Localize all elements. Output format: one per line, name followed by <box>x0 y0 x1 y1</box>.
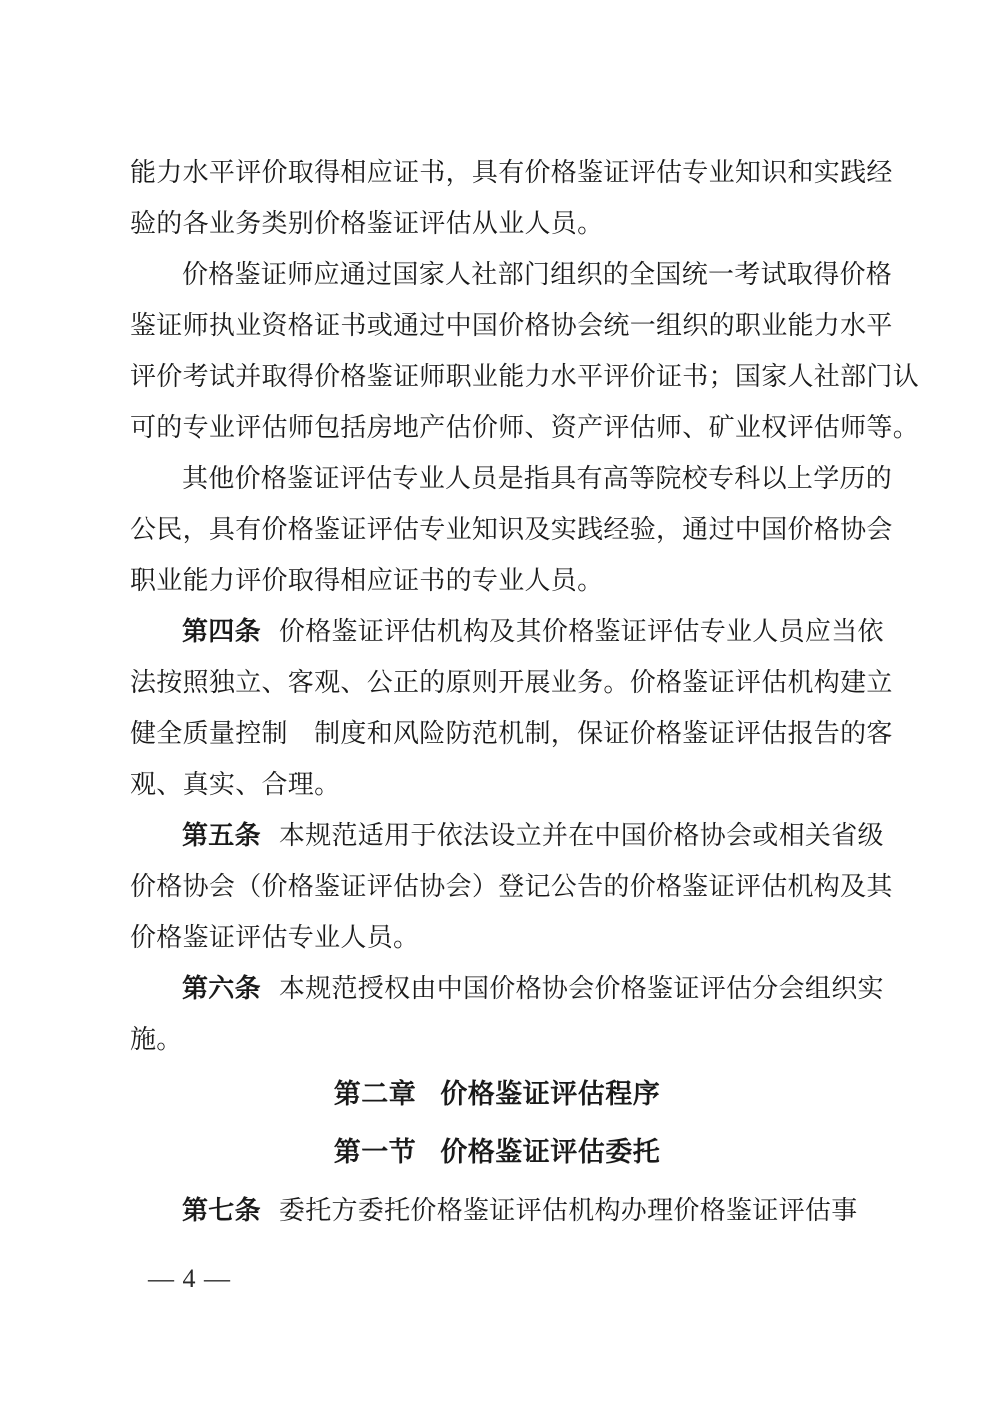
body-line: 其他价格鉴证评估专业人员是指具有高等院校专科以上学历的 <box>182 464 893 493</box>
body-line: 价格协会（价格鉴证评估协会）登记公告的价格鉴证评估机构及其 <box>130 872 893 901</box>
article-text: 价格鉴证评估机构及其价格鉴证评估专业人员应当依 <box>278 617 884 646</box>
body-line: 观、真实、合理。 <box>130 770 341 799</box>
body-line: 可的专业评估师包括房地产估价师、资产评估师、矿业权评估师等。 <box>130 413 920 442</box>
section-title: 价格鉴证评估委托 <box>440 1137 661 1167</box>
chapter-title: 价格鉴证评估程序 <box>440 1079 661 1109</box>
chapter-heading <box>130 1065 864 1123</box>
article-number: 第六条 <box>182 973 261 1003</box>
article-number: 第四条 <box>182 616 261 646</box>
document-body <box>130 147 920 1236</box>
body-line: 验的各业务类别价格鉴证评估从业人员。 <box>130 209 604 238</box>
body-line: 施。 <box>130 1025 183 1054</box>
section-number: 第一节 <box>333 1137 417 1167</box>
body-line: 能力水平评价取得相应证书，具有价格鉴证评估专业知识和实践经 <box>130 158 893 187</box>
body-line: 法按照独立、客观、公正的原则开展业务。价格鉴证评估机构建立 <box>130 668 893 697</box>
article-number: 第五条 <box>182 820 261 850</box>
body-line: 价格鉴证师应通过国家人社部门组织的全国统一考试取得价格 <box>182 260 893 289</box>
body-line: 价格鉴证评估专业人员。 <box>130 923 420 952</box>
body-line: 健全质量控制 制度和风险防范机制，保证价格鉴证评估报告的客 <box>130 719 893 748</box>
body-line: 鉴证师执业资格证书或通过中国价格协会统一组织的职业能力水平 <box>130 311 893 340</box>
chapter-number: 第二章 <box>333 1079 417 1109</box>
body-line: 职业能力评价取得相应证书的专业人员。 <box>130 566 604 595</box>
section-heading <box>130 1123 864 1181</box>
body-line: 公民，具有价格鉴证评估专业知识及实践经验，通过中国价格协会 <box>130 515 893 544</box>
page-number: — 4 — <box>148 1264 231 1293</box>
article-line <box>130 810 884 861</box>
article-text: 本规范授权由中国价格协会价格鉴证评估分会组织实 <box>278 974 884 1003</box>
body-line: 评价考试并取得价格鉴证师职业能力水平评价证书；国家人社部门认 <box>130 362 920 391</box>
article-number: 第七条 <box>182 1195 261 1225</box>
article-line <box>130 963 884 1014</box>
article-text: 本规范适用于依法设立并在中国价格协会或相关省级 <box>278 821 884 850</box>
article-line <box>130 606 884 657</box>
article-line <box>130 1185 864 1236</box>
article-text: 委托方委托价格鉴证评估机构办理价格鉴证评估事 <box>278 1196 858 1225</box>
